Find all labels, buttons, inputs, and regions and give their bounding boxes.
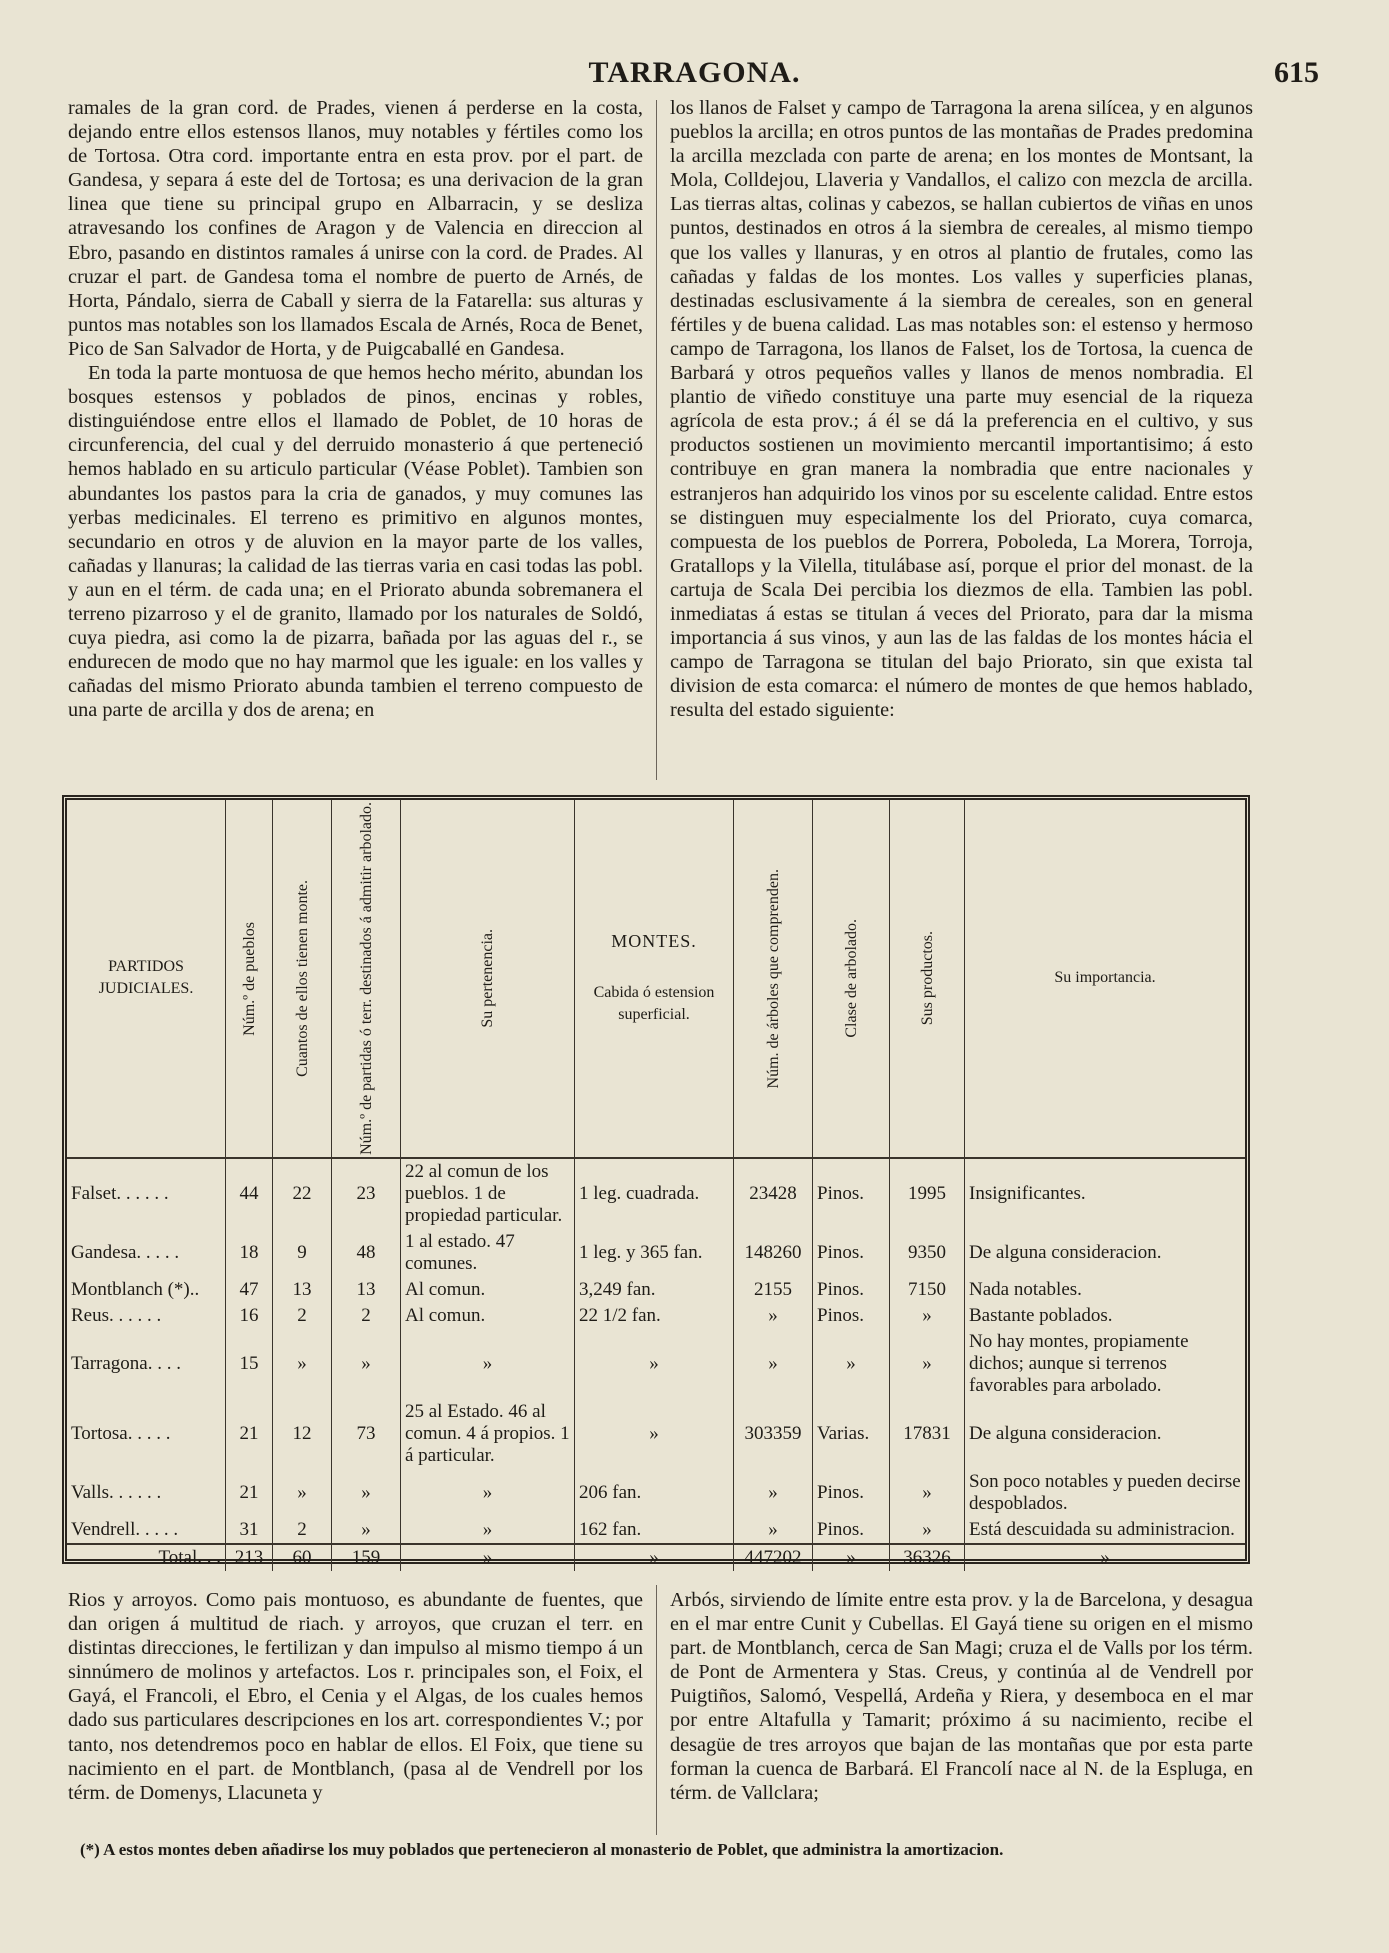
cell-productos: 1995 [890, 1158, 965, 1229]
cell-cabida: 1 leg. cuadrada. [575, 1158, 734, 1229]
cell-importancia: Está descuidada su administracion. [965, 1517, 1246, 1544]
cell-productos: 7150 [890, 1277, 965, 1303]
cell-partido: Tortosa. . . . . [71, 1422, 171, 1444]
paragraph: Arbós, sirviendo de límite entre esta prov. y la de Barcelona, y desagua en el mar entre Cunit y Cubellas. El Gayá tiene su origen en el mismo part. de Montblanch, cerca de San Magi; cruza el de Valls por los térm. de Pont de Armentera y Stas. Creus, y continúa al de Vendrell por Puigtiños, Salomó, Vespellá, Ardeña y Riera, y desemboca en el mar por entre Altafulla y Tamarit; próximo á su nacimiento, recibe el desagüe de tres arroyos que bajan de las montañas que por esta parte forman la cuenca de Barbará. El Francolí nace al N. de la Espluga, en térm. de Vallclara; [670, 1589, 1253, 1804]
cell-clase: » [813, 1329, 890, 1399]
cell-importancia: No hay montes, propiamente dichos; aunque si terrenos favorables para arbolado. [965, 1329, 1246, 1399]
column-divider [656, 100, 657, 780]
cell-arboles: » [734, 1303, 813, 1329]
cell-pueblos: 31 [226, 1517, 273, 1544]
cell-productos: » [890, 1469, 965, 1517]
table-total-row [67, 1544, 1245, 1571]
header-cabida: Cabida ó estension superficial. [593, 984, 715, 1024]
header-num-partidas: Núm.º de partidas ó terr. destinados á admitir arbolado. [332, 800, 401, 1158]
cell-importancia: Son poco notables y pueden decirse despoblados. [965, 1469, 1246, 1517]
paragraph: ramales de la gran cord. de Prades, vienen á perderse en la costa, dejando entre ellos estensos llanos, muy notables y fértiles como los de Tortosa. Otra cord. importante entra en esta prov. por el part. de Gandesa, y separa á este del de Tortosa; es una derivacion de la gran linea que tiene su principal grupo en Albarracin, y se desliza atravesando los confines de Aragon y de Valencia en direccion al Ebro, pasando en distintos ramales á unirse con la cord. de Prades. Al cruzar el part. de Gandesa toma el nombre de puerto de Arnés, de Horta, Pándalo, sierra de Caball y sierra de la Fatarella: sus alturas y puntos mas notables son los llamados Escala de Arnés, Roca de Benet, Pico de San Salvador de Horta, y de Puigcaballé en Gandesa. [68, 97, 643, 360]
cell-partidas: 48 [332, 1229, 401, 1277]
table-body [67, 1158, 1245, 1544]
bottom-left-column [68, 1588, 643, 1805]
cell-total-pertenencia: » [401, 1544, 575, 1571]
cell-pueblos: 16 [226, 1303, 273, 1329]
cell-importancia: De alguna consideracion. [965, 1229, 1246, 1277]
cell-partidas: 73 [332, 1399, 401, 1469]
cell-pueblos: 18 [226, 1229, 273, 1277]
cell-partidas: » [332, 1329, 401, 1399]
table-row [67, 1469, 1245, 1517]
cell-pertenencia: Al comun. [401, 1303, 575, 1329]
table-row [67, 1277, 1245, 1303]
cell-importancia: De alguna consideracion. [965, 1399, 1246, 1469]
cell-pertenencia: 22 al comun de los pueblos. 1 de propiedad particular. [401, 1158, 575, 1229]
cell-partidas: 13 [332, 1277, 401, 1303]
cell-partido: Falset. . . . . . [71, 1182, 169, 1204]
cell-productos: 9350 [890, 1229, 965, 1277]
header-productos: Sus productos. [890, 800, 965, 1158]
paragraph: Rios y arroyos. Como pais montuoso, es abundante de fuentes, que dan origen á multitud de riach. y arroyos, que cruzan el terr. en distintas direcciones, le fertilizan y dan impulso al mismo tiempo á un sinnúmero de molinos y artefactos. Los r. principales son, el Foix, el Gayá, el Francoli, el Ebro, el Cenia y el Algas, de los cuales hemos dado sus particulares descripciones en los art. correspondientes V.; por tanto, nos detendremos poco en hablar de ellos. El Foix, que tiene su nacimiento en el part. de Montblanch, (pasa al de Vendrell por los térm. de Domenys, Llacuneta y [68, 1589, 643, 1804]
cell-partido: Gandesa. . . . . [71, 1241, 180, 1263]
cell-partido: Vendrell. . . . . [71, 1518, 179, 1540]
cell-total-pueblos: 213 [226, 1544, 273, 1571]
header-pertenencia: Su pertenencia. [401, 800, 575, 1158]
cell-total-label: Total. . . [67, 1544, 226, 1571]
cell-productos: 17831 [890, 1399, 965, 1469]
paragraph: En toda la parte montuosa de que hemos hecho mérito, abundan los bosques estensos y poblados de pinos, encinas y robles, distinguiéndose entre ellos el llamado de Poblet, de 10 horas de circunferencia, del cual y del derruido monasterio á que perteneció hemos hablado en su articulo particular (Véase Poblet). Tambien son abundantes los pastos para la cria de ganados, y muy comunes las yerbas medicinales. El terreno es primitivo en algunos montes, secundario en otros y de aluvion en la mayor parte de los valles, cañadas y llanuras; la calidad de las tierras varia en casi todas las pobl. y aun en el térm. de cada una; en el Priorato abunda sobremanera el terreno pizarroso y el de granito, llamado por los naturales de Soldó, cuya piedra, asi como la de pizarra, bañada por las aguas del r., se endurecen de modo que no hay marmol que les iguale: en los valles y cañadas del mismo Priorato abunda tambien el terreno compuesto de una parte de arcilla y dos de arena; en [68, 362, 643, 722]
cell-importancia: Nada notables. [965, 1277, 1246, 1303]
cell-arboles: » [734, 1469, 813, 1517]
header-num-pueblos: Núm.º de pueblos [226, 800, 273, 1158]
paragraph: los llanos de Falset y campo de Tarragona la arena silícea, y en algunos pueblos la arcilla; en otros puntos de las montañas de Prades predomina la arcilla mezclada con parte de arena; en los montes de Montsant, la Mola, Colldejou, Llaveria y Vandallos, el calizo con mezcla de arcilla. Las tierras altas, colinas y cabezos, se hallan cubiertos de viñas en unos puntos, destinados en otros á la siembra de cereales, al mismo tiempo que los valles y llanuras, y en otros al plantio de frutales, como las cañadas y faldas de los montes. Los valles y superficies planas, destinadas esclusivamente á la siembra de cereales, son en general fértiles y de buena calidad. Las mas notables son: el estenso y hermoso campo de Tarragona, los llanos de Falset, los de Tortosa, la cuenca de Barbará y otros pequeños valles y llanos de menos nombradia. El plantio de viñedo constituye una parte muy esencial de la riqueza agrícola de esta prov.; á él se dá la preferencia en el cultivo, y sus productos sostienen un movimiento mercantil importantisimo; á esto contribuye en gran manera la nombradia que entre nacionales y estranjeros han adquirido los vinos por su escelente calidad. Entre estos se distinguen muy especialmente los del Priorato, cuya comarca, compuesta de los pueblos de Porrera, Poboleda, La Morera, Torroja, Gratallops y la Vilella, titulábase así, porque el prior del monast. de la cartuja de Scala Dei percibia los diezmos de ella. Tambien las pobl. inmediatas á estas se titulan á veces del Priorato, para dar la misma importancia á sus vinos, y aun las de las faldas de los montes hácia el campo de Tarragona se titulan del bajo Priorato, sin que exista tal division de esta comarca: el número de montes de que hemos hablado, resulta del estado siguiente: [670, 97, 1253, 722]
cell-partidas: 2 [332, 1303, 401, 1329]
cell-monte: 9 [273, 1229, 332, 1277]
cell-total-monte: 60 [273, 1544, 332, 1571]
header-cuantos-monte: Cuantos de ellos tienen monte. [273, 800, 332, 1158]
column-divider [656, 1585, 657, 1835]
table-row [67, 1303, 1245, 1329]
cell-productos: » [890, 1517, 965, 1544]
table-row [67, 1329, 1245, 1399]
cell-pueblos: 47 [226, 1277, 273, 1303]
cell-cabida: 1 leg. y 365 fan. [575, 1229, 734, 1277]
cell-clase: Pinos. [813, 1158, 890, 1229]
cell-pertenencia: » [401, 1469, 575, 1517]
cell-cabida: 162 fan. [575, 1517, 734, 1544]
cell-pueblos: 15 [226, 1329, 273, 1399]
cell-partidas: » [332, 1469, 401, 1517]
cell-total-importancia: » [965, 1544, 1246, 1571]
cell-arboles: 148260 [734, 1229, 813, 1277]
page-header [60, 56, 1329, 96]
table-row [67, 1229, 1245, 1277]
cell-monte: » [273, 1329, 332, 1399]
cell-total-partidas: 159 [332, 1544, 401, 1571]
cell-clase: Pinos. [813, 1517, 890, 1544]
cell-monte: 2 [273, 1517, 332, 1544]
cell-pertenencia: » [401, 1329, 575, 1399]
cell-arboles: 303359 [734, 1399, 813, 1469]
cell-importancia: Bastante poblados. [965, 1303, 1246, 1329]
cell-partidas: 23 [332, 1158, 401, 1229]
cell-pertenencia: 1 al estado. 47 comunes. [401, 1229, 575, 1277]
cell-partidas: » [332, 1517, 401, 1544]
table-row [67, 1517, 1245, 1544]
footnote: (*) A estos montes deben añadirse los muy poblados que pertenecieron al monasterio de Poblet, que administra la amortizacion. [80, 1840, 1004, 1859]
cell-productos: » [890, 1329, 965, 1399]
cell-pueblos: 44 [226, 1158, 273, 1229]
left-column [68, 96, 643, 722]
cell-pueblos: 21 [226, 1399, 273, 1469]
cell-clase: Pinos. [813, 1303, 890, 1329]
cell-total-cabida: » [575, 1544, 734, 1571]
page-number: 615 [1274, 56, 1319, 89]
header-clase: Clase de arbolado. [813, 800, 890, 1158]
cell-total-arboles: 447202 [734, 1544, 813, 1571]
cell-monte: » [273, 1469, 332, 1517]
cell-arboles: » [734, 1329, 813, 1399]
cell-arboles: 23428 [734, 1158, 813, 1229]
cell-monte: 22 [273, 1158, 332, 1229]
cell-pueblos: 21 [226, 1469, 273, 1517]
table-row [67, 1399, 1245, 1469]
montes-table [62, 795, 1250, 1568]
cell-pertenencia: Al comun. [401, 1277, 575, 1303]
header-num-arboles: Núm. de árboles que comprenden. [734, 800, 813, 1158]
cell-total-productos: 36326 [890, 1544, 965, 1571]
bottom-right-column [670, 1588, 1253, 1805]
cell-partido: Montblanch (*).. [71, 1278, 200, 1300]
cell-clase: Pinos. [813, 1469, 890, 1517]
right-column [670, 96, 1253, 722]
cell-monte: 13 [273, 1277, 332, 1303]
cell-total-clase: » [813, 1544, 890, 1571]
cell-monte: 2 [273, 1303, 332, 1329]
cell-cabida: » [575, 1329, 734, 1399]
cell-clase: Varias. [813, 1399, 890, 1469]
cell-arboles: » [734, 1517, 813, 1544]
cell-pertenencia: 25 al Estado. 46 al comun. 4 á propios. 1 á particular. [401, 1399, 575, 1469]
cell-cabida: » [575, 1399, 734, 1469]
header-importancia: Su importancia. [965, 800, 1246, 1158]
table-row [67, 1158, 1245, 1229]
cell-pertenencia: » [401, 1517, 575, 1544]
header-montes: MONTES. [611, 931, 697, 952]
cell-cabida: 206 fan. [575, 1469, 734, 1517]
cell-clase: Pinos. [813, 1229, 890, 1277]
cell-clase: Pinos. [813, 1277, 890, 1303]
cell-partido: Valls. . . . . . [71, 1481, 162, 1503]
cell-cabida: 3,249 fan. [575, 1277, 734, 1303]
cell-monte: 12 [273, 1399, 332, 1469]
cell-arboles: 2155 [734, 1277, 813, 1303]
cell-productos: » [890, 1303, 965, 1329]
header-partidos: PARTIDOS JUDICIALES. [67, 800, 226, 1158]
cell-importancia: Insignificantes. [965, 1158, 1246, 1229]
cell-partido: Reus. . . . . . [71, 1304, 162, 1326]
cell-cabida: 22 1/2 fan. [575, 1303, 734, 1329]
header-montes-cabida [575, 800, 734, 1158]
cell-partido: Tarragona. . . . [71, 1352, 181, 1374]
page-title: TARRAGONA. [588, 56, 801, 89]
